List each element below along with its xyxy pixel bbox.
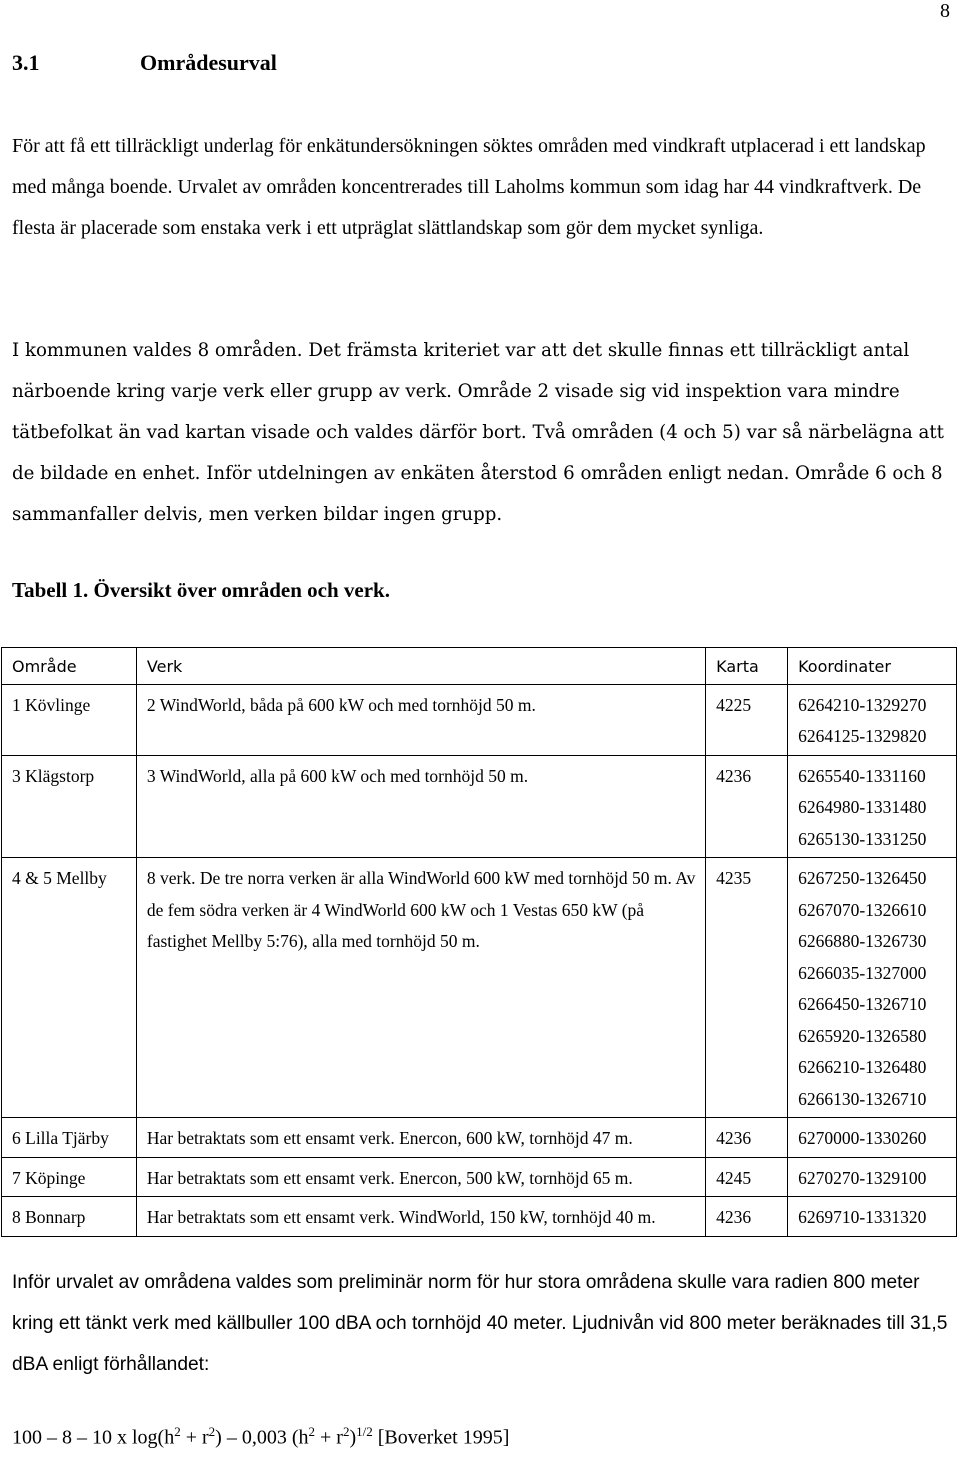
coordinate-value: 6269710-1331320 bbox=[798, 1207, 927, 1227]
coordinate-value: 6265920-1326580 bbox=[798, 1025, 927, 1046]
areas-table bbox=[1, 647, 957, 1237]
cell-map: 4236 bbox=[706, 755, 788, 858]
cell-coordinates bbox=[788, 1118, 957, 1158]
formula-exponent: 2 bbox=[308, 1424, 315, 1439]
coordinate-value: 6266130-1326710 bbox=[798, 1088, 927, 1109]
cell-map: 4245 bbox=[706, 1157, 788, 1197]
cell-map: 4236 bbox=[706, 1118, 788, 1158]
table-row bbox=[2, 1197, 957, 1237]
formula-citation: [Boverket 1995] bbox=[372, 1426, 510, 1449]
coordinate-value: 6264125-1329820 bbox=[798, 726, 927, 746]
cell-area: 7 Köpinge bbox=[2, 1157, 137, 1197]
cell-coordinates bbox=[788, 684, 957, 755]
formula-part: + r bbox=[180, 1426, 209, 1449]
cell-coordinates bbox=[788, 755, 957, 858]
header-area: Område bbox=[2, 648, 137, 685]
cell-area: 3 Klägstorp bbox=[2, 755, 137, 858]
coordinate-value: 6264980-1331480 bbox=[798, 797, 927, 817]
formula-part: ) bbox=[349, 1426, 357, 1449]
coordinate-value: 6264210-1329270 bbox=[798, 694, 927, 715]
cell-map: 4236 bbox=[706, 1197, 788, 1237]
formula-exponent: 1/2 bbox=[356, 1424, 373, 1439]
header-turbines: Verk bbox=[136, 648, 705, 685]
table-row bbox=[2, 755, 957, 858]
table-row bbox=[2, 684, 957, 755]
cell-coordinates bbox=[788, 1157, 957, 1197]
cell-coordinates bbox=[788, 858, 957, 1118]
coordinate-value: 6270000-1330260 bbox=[798, 1128, 927, 1148]
page-number: 8 bbox=[940, 0, 950, 22]
cell-turbines: 3 WindWorld, alla på 600 kW och med tornhöjd 50 m. bbox=[136, 755, 705, 858]
cell-map: 4225 bbox=[706, 684, 788, 755]
coordinate-value: 6267250-1326450 bbox=[798, 868, 927, 888]
header-map: Karta bbox=[706, 648, 788, 685]
coordinate-value: 6266210-1326480 bbox=[798, 1057, 927, 1077]
coordinate-value: 6267070-1326610 bbox=[798, 899, 927, 920]
cell-turbines: Har betraktats som ett ensamt verk. Enercon, 600 kW, tornhöjd 47 m. bbox=[136, 1118, 705, 1158]
cell-turbines: 8 verk. De tre norra verken är alla WindWorld 600 kW med tornhöjd 50 m. Av de fem södra verken är 4 WindWorld 600 kW och 1 Vestas 650 kW (på fastighet Mellby 5:76), alla med tornhöjd 50 m. bbox=[136, 858, 705, 1118]
formula-exponent: 2 bbox=[208, 1424, 216, 1439]
section-heading bbox=[12, 50, 277, 76]
cell-turbines: Har betraktats som ett ensamt verk. Enercon, 500 kW, tornhöjd 65 m. bbox=[136, 1157, 705, 1197]
cell-coordinates bbox=[788, 1197, 957, 1237]
formula-part: ) – 0,003 (h bbox=[215, 1426, 309, 1449]
norm-paragraph: Inför urvalet av områdena valdes som preliminär norm för hur stora områdena skulle vara radien 800 meter kring ett tänkt verk med källbuller 100 dBA och tornhöjd 40 meter. Ljudnivån vid 800 meter beräknades till 31,5 dBA enligt förhållandet: bbox=[12, 1272, 948, 1375]
formula-exponent: 2 bbox=[342, 1424, 350, 1439]
coordinate-value: 6266880-1326730 bbox=[798, 931, 927, 951]
formula-part: + r bbox=[315, 1426, 343, 1449]
coordinate-value: 6266450-1326710 bbox=[798, 994, 927, 1014]
header-coordinates: Koordinater bbox=[788, 648, 957, 685]
cell-area: 4 & 5 Mellby bbox=[2, 858, 137, 1118]
formula-exponent: 2 bbox=[174, 1424, 181, 1439]
cell-map: 4235 bbox=[706, 858, 788, 1118]
coordinate-value: 6265130-1331250 bbox=[798, 828, 927, 849]
table-caption: Tabell 1. Översikt över områden och verk. bbox=[12, 578, 390, 602]
cell-area: 1 Kövlinge bbox=[2, 684, 137, 755]
section-number: 3.1 bbox=[12, 50, 40, 75]
coordinate-value: 6266035-1327000 bbox=[798, 962, 927, 983]
selection-paragraph: I kommunen valdes 8 områden. Det främsta kriteriet var att det skulle finnas ett tillräckligt antal närboende kring varje verk eller grupp av verk. Område 2 visade sig vid inspektion vara mindre tätbefolkat än vad kartan visade och valdes därför bort. Två områden (4 och 5) var så närbelägna att de bildade en enhet. Inför utdelningen av enkäten återstod 6 områden enligt nedan. Område 6 och 8 sammanfaller delvis, men verken bildar ingen grupp. bbox=[12, 340, 944, 525]
table-row bbox=[2, 858, 957, 1118]
formula bbox=[12, 1424, 509, 1450]
section-title: Områdesurval bbox=[140, 50, 277, 75]
formula-part: 100 – 8 – 10 x log(h bbox=[12, 1426, 175, 1449]
table-row bbox=[2, 1157, 957, 1197]
coordinate-value: 6265540-1331160 bbox=[798, 765, 926, 786]
table-header-row bbox=[2, 648, 957, 685]
cell-area: 6 Lilla Tjärby bbox=[2, 1118, 137, 1158]
cell-turbines: 2 WindWorld, båda på 600 kW och med tornhöjd 50 m. bbox=[136, 684, 705, 755]
table-row bbox=[2, 1118, 957, 1158]
table-body bbox=[2, 684, 957, 1236]
cell-turbines: Har betraktats som ett ensamt verk. WindWorld, 150 kW, tornhöjd 40 m. bbox=[136, 1197, 705, 1237]
intro-paragraph: För att få ett tillräckligt underlag för enkätundersökningen söktes områden med vindkraft utplacerad i ett landskap med många boende. Urvalet av områden koncentrerades till Laholms kommun som idag har 44 vindkraftverk. De flesta är placerade som enstaka verk i ett utpräglat slättlandskap som gör dem mycket synliga. bbox=[12, 135, 926, 239]
coordinate-value: 6270270-1329100 bbox=[798, 1167, 927, 1188]
cell-area: 8 Bonnarp bbox=[2, 1197, 137, 1237]
